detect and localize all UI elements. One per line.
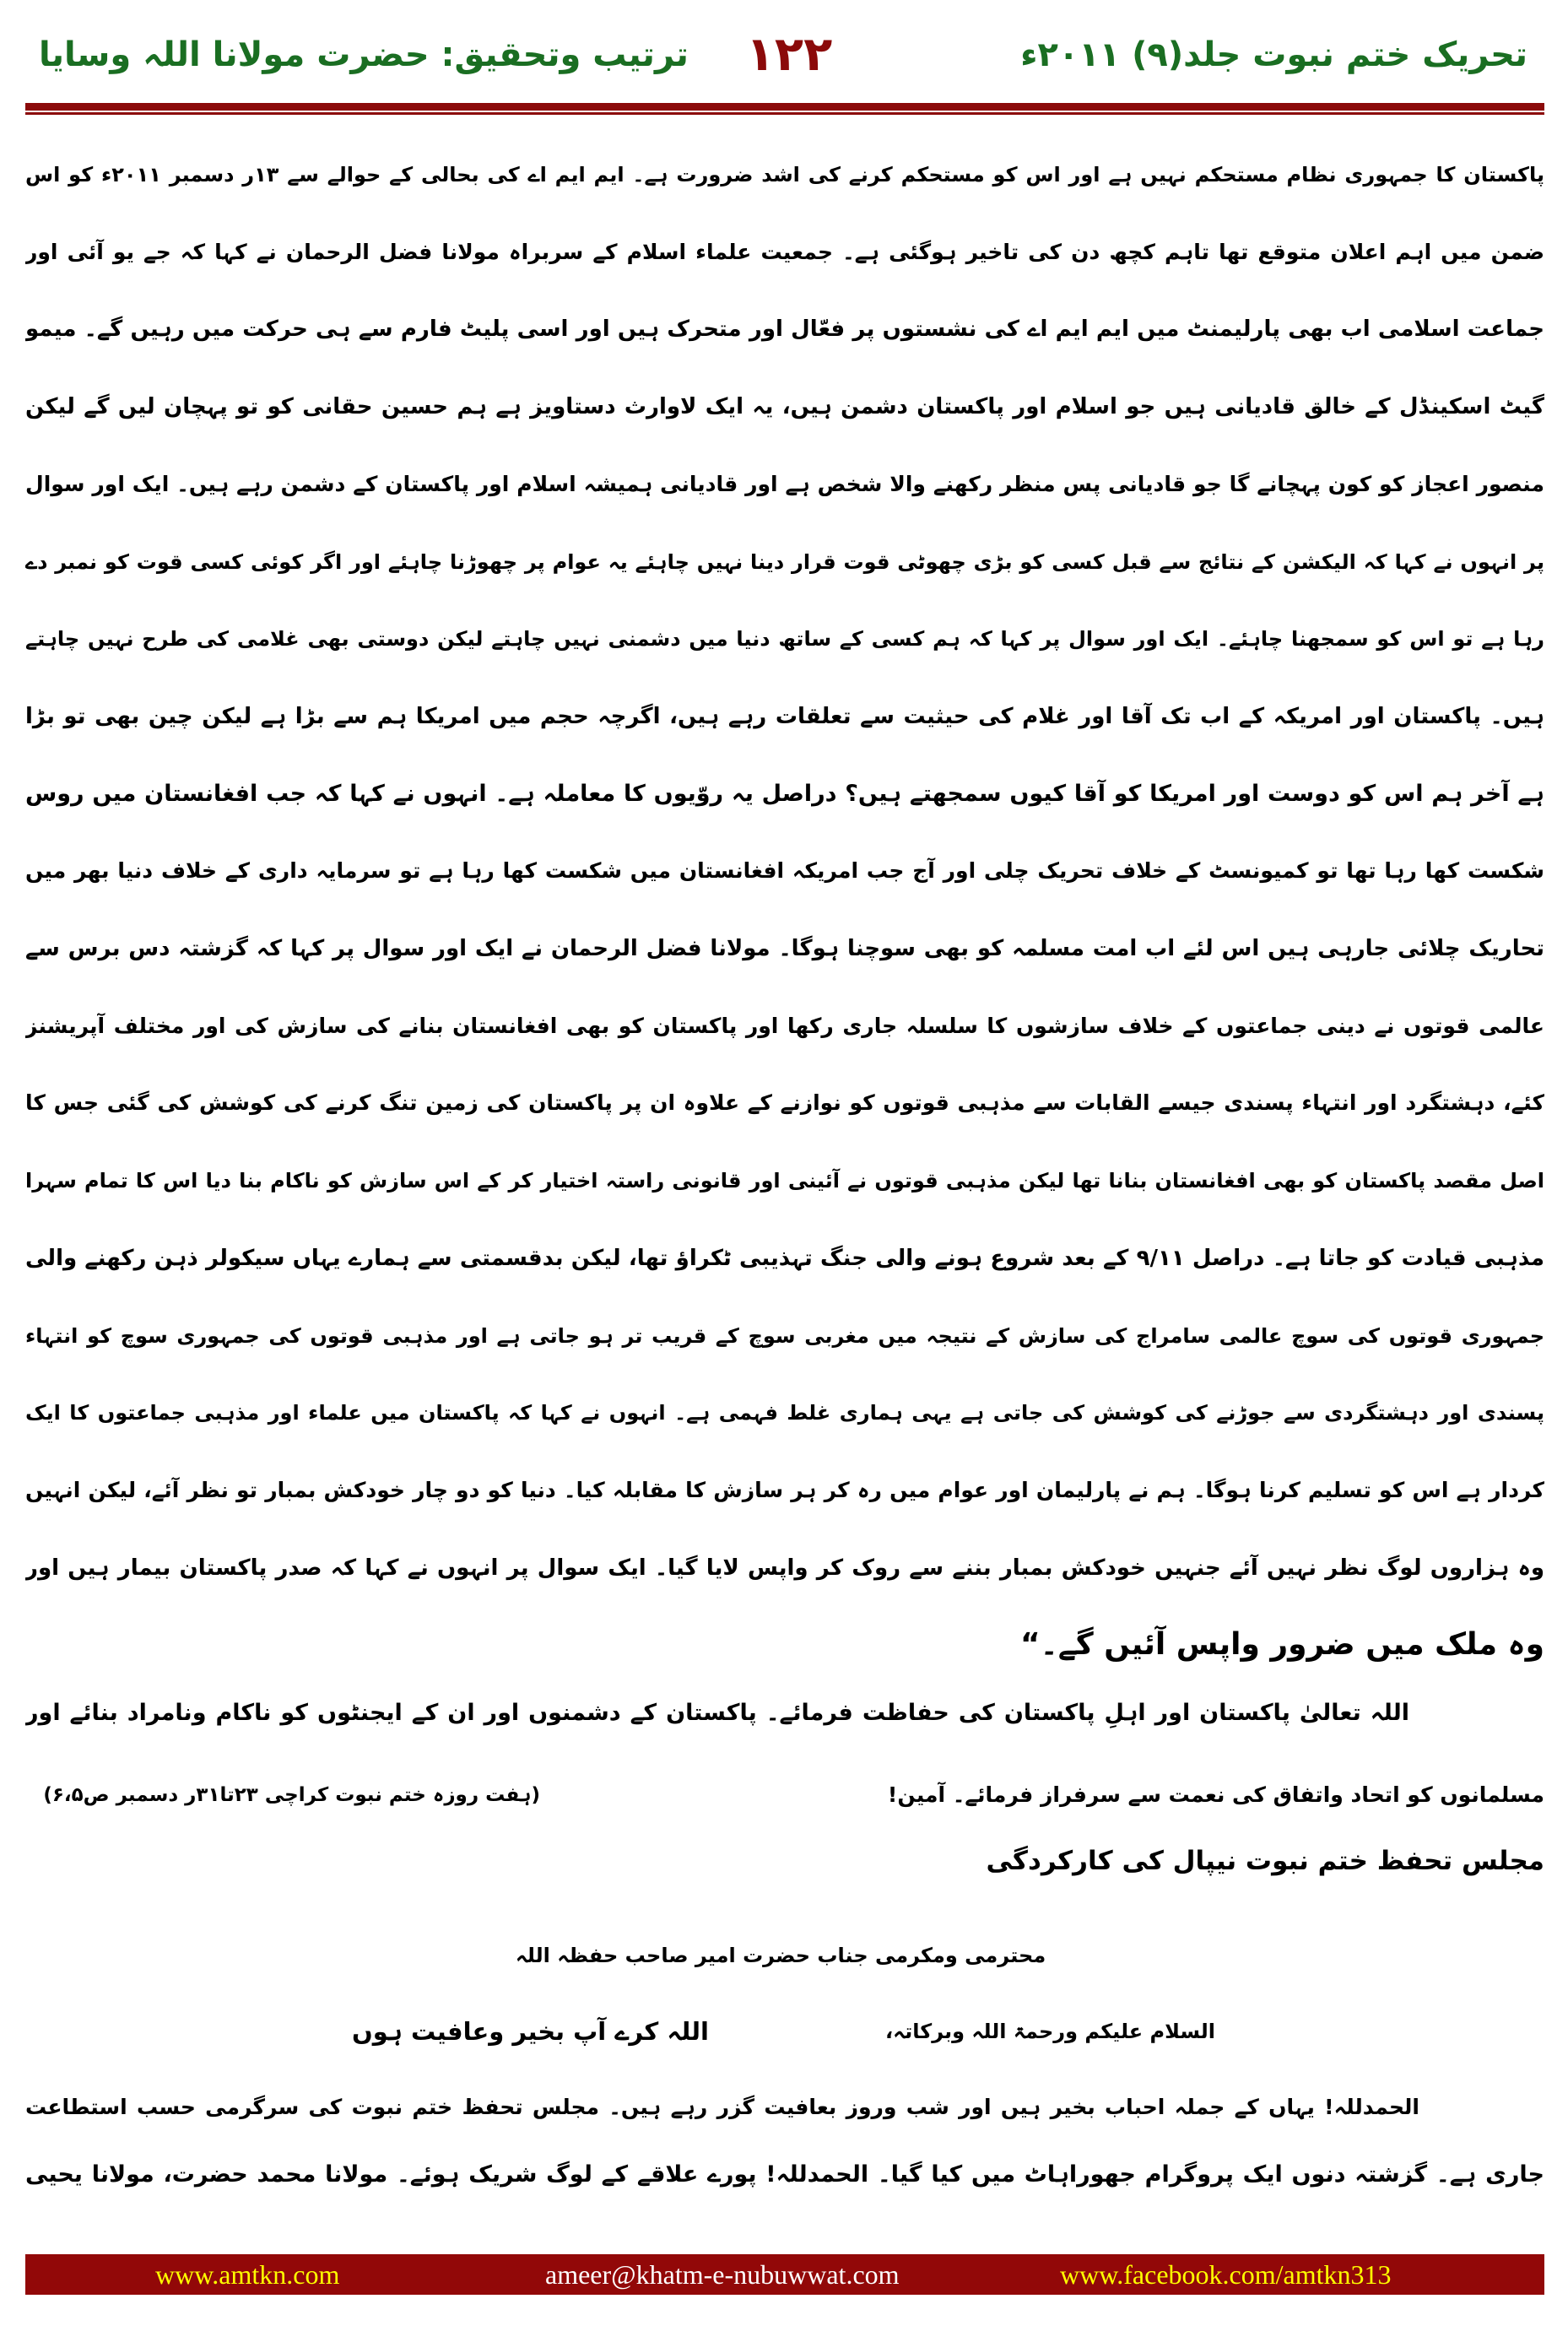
book-title: تحریک ختم نبوت جلد(۹) ۲۰۱۱ء xyxy=(1020,35,1527,74)
compiler-credit: ترتیب وتحقیق: حضرت مولانا اللہ وسایا xyxy=(39,35,689,74)
body-line: مذہبی قیادت کو جاتا ہے۔ دراصل ۹/۱۱ کے بعد شروع ہونے والی جنگ تہذیبی ٹکراؤ تھا، لیکن بدقسمتی سے ہمارے یہاں سیکولر ذہن رکھنے والی xyxy=(25,1245,1544,1271)
body-line: ہیں۔ پاکستان اور امریکہ کے اب تک آقا اور غلام کی حیثیت سے تعلقات رہے ہیں، اگرچہ حجم میں امریکا ہم سے بڑا ہے لیکن چین بھی تو بڑا xyxy=(25,703,1544,729)
letter-line: جاری ہے۔ گزشتہ دنوں ایک پروگرام جھوراہاٹ میں کیا گیا۔ الحمدللہ! پورے علاقے کے لوگ شریک ہوئے۔ مولانا محمد حضرت، مولانا یحیی xyxy=(25,2161,1544,2188)
footer-bar xyxy=(25,2254,1544,2295)
body-line: پسندی اور دہشتگردی سے جوڑنے کی کوشش کی جاتی ہے یہی ہماری غلط فہمی ہے۔ انہوں نے کہا کہ پاکستان میں علماء اور مذہبی جماعتوں کا ایک xyxy=(25,1401,1544,1425)
body-line: جمہوری قوتوں کی سوچ عالمی سامراج کی سازش کے نتیجہ میں مغربی سوچ کے قریب تر ہو جاتی ہے اور مذہبی قوتوں کی جمہوری سوچ کو انتہاء xyxy=(25,1323,1544,1348)
header-divider-thick xyxy=(25,103,1544,111)
body-line: وہ ہزاروں لوگ نظر نہیں آئے جنہیں خودکش بمبار بننے سے روک کر واپس لایا گیا۔ ایک سوال پر انہوں نے کہا کہ صدر پاکستان بیمار ہیں اور xyxy=(25,1555,1544,1581)
body-line: عالمی قوتوں نے دینی جماعتوں کے خلاف سازشوں کا سلسلہ جاری رکھا اور پاکستان کو بھی افغانستان بنانے کی سازش کی اور مختلف آپریشنز xyxy=(25,1013,1544,1038)
body-line: پاکستان کا جمہوری نظام مستحکم نہیں ہے اور اس کو مستحکم کرنے کی اشد ضرورت ہے۔ ایم ایم اے کی بحالی کے حوالے سے ۱۳ر دسمبر ۲۰۱۱ء کو اس xyxy=(25,163,1544,187)
letter-line: الحمدللہ! یہاں کے جملہ احباب بخیر ہیں اور شب وروز بعافیت گزر رہے ہیں۔ مجلس تحفظ ختم نبوت کی سرگرمی حسب استطاعت xyxy=(25,2095,1419,2119)
website-link[interactable]: www.amtkn.com xyxy=(155,2259,340,2290)
body-line: رہا ہے تو اس کو سمجھنا چاہئے۔ ایک اور سوال پر کہا کہ ہم کسی کے ساتھ دنیا میں دشمنی نہیں چاہتے لیکن دوستی بھی غلامی کی طرح نہیں چاہتے xyxy=(25,627,1544,652)
facebook-link[interactable]: www.facebook.com/amtkn313 xyxy=(1060,2259,1392,2290)
body-line: جماعت اسلامی اب بھی پارلیمنٹ میں ایم ایم اے کی نشستوں پر فعّال اور متحرک ہیں اور اسی پلیٹ فارم سے ہی حرکت میں رہیں گے۔ میمو xyxy=(25,316,1544,343)
header-divider-thin xyxy=(25,112,1544,115)
body-line: گیٹ اسکینڈل کے خالق قادیانی ہیں جو اسلام اور پاکستان دشمن ہیں، یہ ایک لاوارث دستاویز ہے ہم حسین حقانی کو تو پہچان لیں گے لیکن xyxy=(25,394,1544,420)
prayer-line-end: مسلمانوں کو اتحاد واتفاق کی نعمت سے سرفراز فرمائے۔ آمین! xyxy=(887,1782,1544,1807)
body-line: اصل مقصد پاکستان کو بھی افغانستان بنانا تھا لیکن مذہبی قوتوں نے آئینی اور قانونی راستہ اختیار کر کے اس سازش کو ناکام بنا دیا اس کا تمام سہرا xyxy=(25,1169,1544,1193)
letter-salutation: محترمی ومکرمی جناب حضرت امیر صاحب حفظہ اللہ xyxy=(515,1944,1046,1967)
prayer-line: اللہ تعالیٰ پاکستان اور اہلِ پاکستان کی حفاظت فرمائے۔ پاکستان کے دشمنوں اور ان کے ایجنٹوں کو ناکام ونامراد بنائے اور xyxy=(25,1700,1409,1726)
letter-wish: اللہ کرے آپ بخیر وعافیت ہوں xyxy=(352,2017,709,2046)
source-citation: (ہفت روزہ ختم نبوت کراچی ۲۳تا۳۱ر دسمبر ص۶،۵) xyxy=(43,1784,540,1806)
body-line: وہ ملک میں ضرور واپس آئیں گے۔“ xyxy=(1019,1627,1544,1663)
body-line: ہے آخر ہم اس کو دوست اور امریکا کو آقا کیوں سمجھتے ہیں؟ دراصل یہ روّیوں کا معاملہ ہے۔ انہوں نے کہا کہ جب افغانستان میں روس xyxy=(25,780,1544,807)
body-line: پر انہوں نے کہا کہ الیکشن کے نتائج سے قبل کسی کو بڑی چھوٹی قوت قرار دینا نہیں چاہئے یہ عوام پر چھوڑنا چاہئے اور اگر کوئی کسی قوت کو نمبر دے xyxy=(25,549,1544,574)
body-line: منصور اعجاز کو کون پہچانے گا جو قادیانی پس منظر رکھنے والا شخص ہے اور قادیانی ہمیشہ اسلام اور پاکستان کے دشمن رہے ہیں۔ ایک اور سوال xyxy=(25,471,1544,496)
letter-greeting: السلام علیکم ورحمۃ اللہ وبرکاتہ، xyxy=(885,2020,1215,2043)
body-line: کردار ہے اس کو تسلیم کرنا ہوگا۔ ہم نے پارلیمان اور عوام میں رہ کر ہر سازش کا مقابلہ کیا۔ دنیا کو دو چار خودکش بمبار تو نظر آئے، لیکن انہیں xyxy=(25,1477,1544,1502)
email-link[interactable]: ameer@khatm-e-nubuwwat.com xyxy=(545,2259,900,2290)
body-line: تحاریک چلائی جارہی ہیں اس لئے اب امت مسلمہ کو بھی سوچنا ہوگا۔ مولانا فضل الرحمان نے ایک اور سوال پر کہا کہ گزشتہ دس برس سے xyxy=(25,936,1544,961)
body-line: شکست کھا رہا تھا تو کمیونسٹ کے خلاف تحریک چلی اور آج جب امریکہ افغانستان میں شکست کھا رہا ہے تو سرمایہ داری کے خلاف دنیا بھر میں xyxy=(25,858,1544,884)
body-line: ضمن میں اہم اعلان متوقع تھا تاہم کچھ دن کی تاخیر ہوگئی ہے۔ جمعیت علماء اسلام کے سربراہ مولانا فضل الرحمان نے کہا کہ جے یو آئی اور xyxy=(25,239,1544,264)
section-heading: مجلس تحفظ ختم نبوت نیپال کی کارکردگی xyxy=(986,1846,1544,1876)
body-line: کئے، دہشتگرد اور انتہاء پسندی جیسے القابات سے مذہبی قوتوں کو نوازنے کے علاوہ ان پر پاکستان کی زمین تنگ کرنے کی کوشش کی گئی جس کا xyxy=(25,1090,1544,1116)
page-number: ۱۲۲ xyxy=(745,27,833,82)
